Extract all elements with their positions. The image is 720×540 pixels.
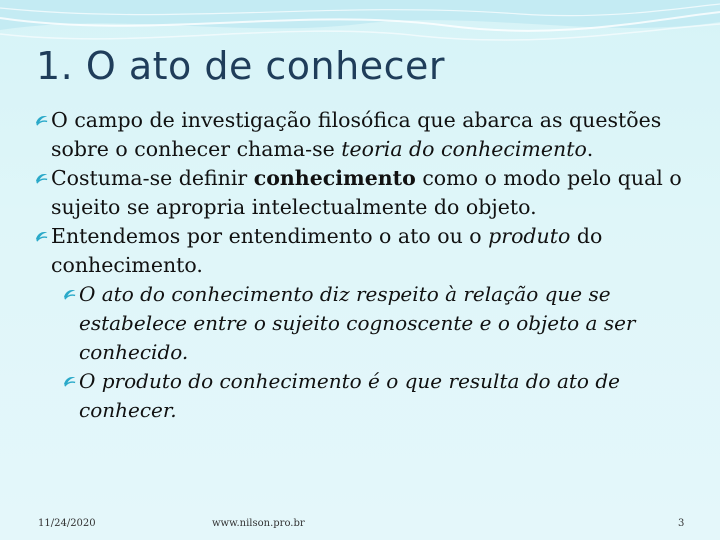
bullet-text-segment: O produto do conhecimento é o que resulta do ato de conhecer. xyxy=(79,369,620,422)
footer-site: www.nilson.pro.br xyxy=(212,518,305,529)
teal-swoosh-bullet-icon xyxy=(34,113,49,128)
teal-swoosh-bullet-icon xyxy=(62,287,77,302)
bullet-text-segment: conhecimento xyxy=(253,166,416,190)
bullet-item xyxy=(62,280,704,367)
bullet-text-segment: Costuma-se definir xyxy=(51,166,254,190)
bullet-text-segment: O campo de investigação filosófica que abarca as questões sobre o conhecer chama-se xyxy=(51,108,662,161)
bullet-text-segment: produto xyxy=(488,224,571,248)
bullet-item xyxy=(34,106,704,164)
bullet-text-segment: O ato do conhecimento diz respeito à relação que se estabelece entre o sujeito cognoscente e o objeto a ser conhecido. xyxy=(79,282,636,364)
bullet-text-segment: teoria do conhecimento xyxy=(341,137,587,161)
bullet-text-segment: Entendemos por entendimento o ato ou o xyxy=(51,224,489,248)
slide-body xyxy=(34,106,704,425)
footer-page-number: 3 xyxy=(678,518,685,529)
bullet-item xyxy=(62,367,704,425)
bullet-item xyxy=(34,222,704,280)
bullet-text-segment: como o modo pelo qual o sujeito se apropria intelectualmente do objeto. xyxy=(51,166,682,219)
bullet-text-segment: . xyxy=(586,137,594,161)
bullet-text-segment: do conhecimento. xyxy=(51,224,603,277)
bullet-item xyxy=(34,164,704,222)
teal-swoosh-bullet-icon xyxy=(62,374,77,389)
slide-title: 1. O ato de conhecer xyxy=(36,44,445,88)
teal-swoosh-bullet-icon xyxy=(34,229,49,244)
footer-date: 11/24/2020 xyxy=(38,518,96,529)
teal-swoosh-bullet-icon xyxy=(34,171,49,186)
